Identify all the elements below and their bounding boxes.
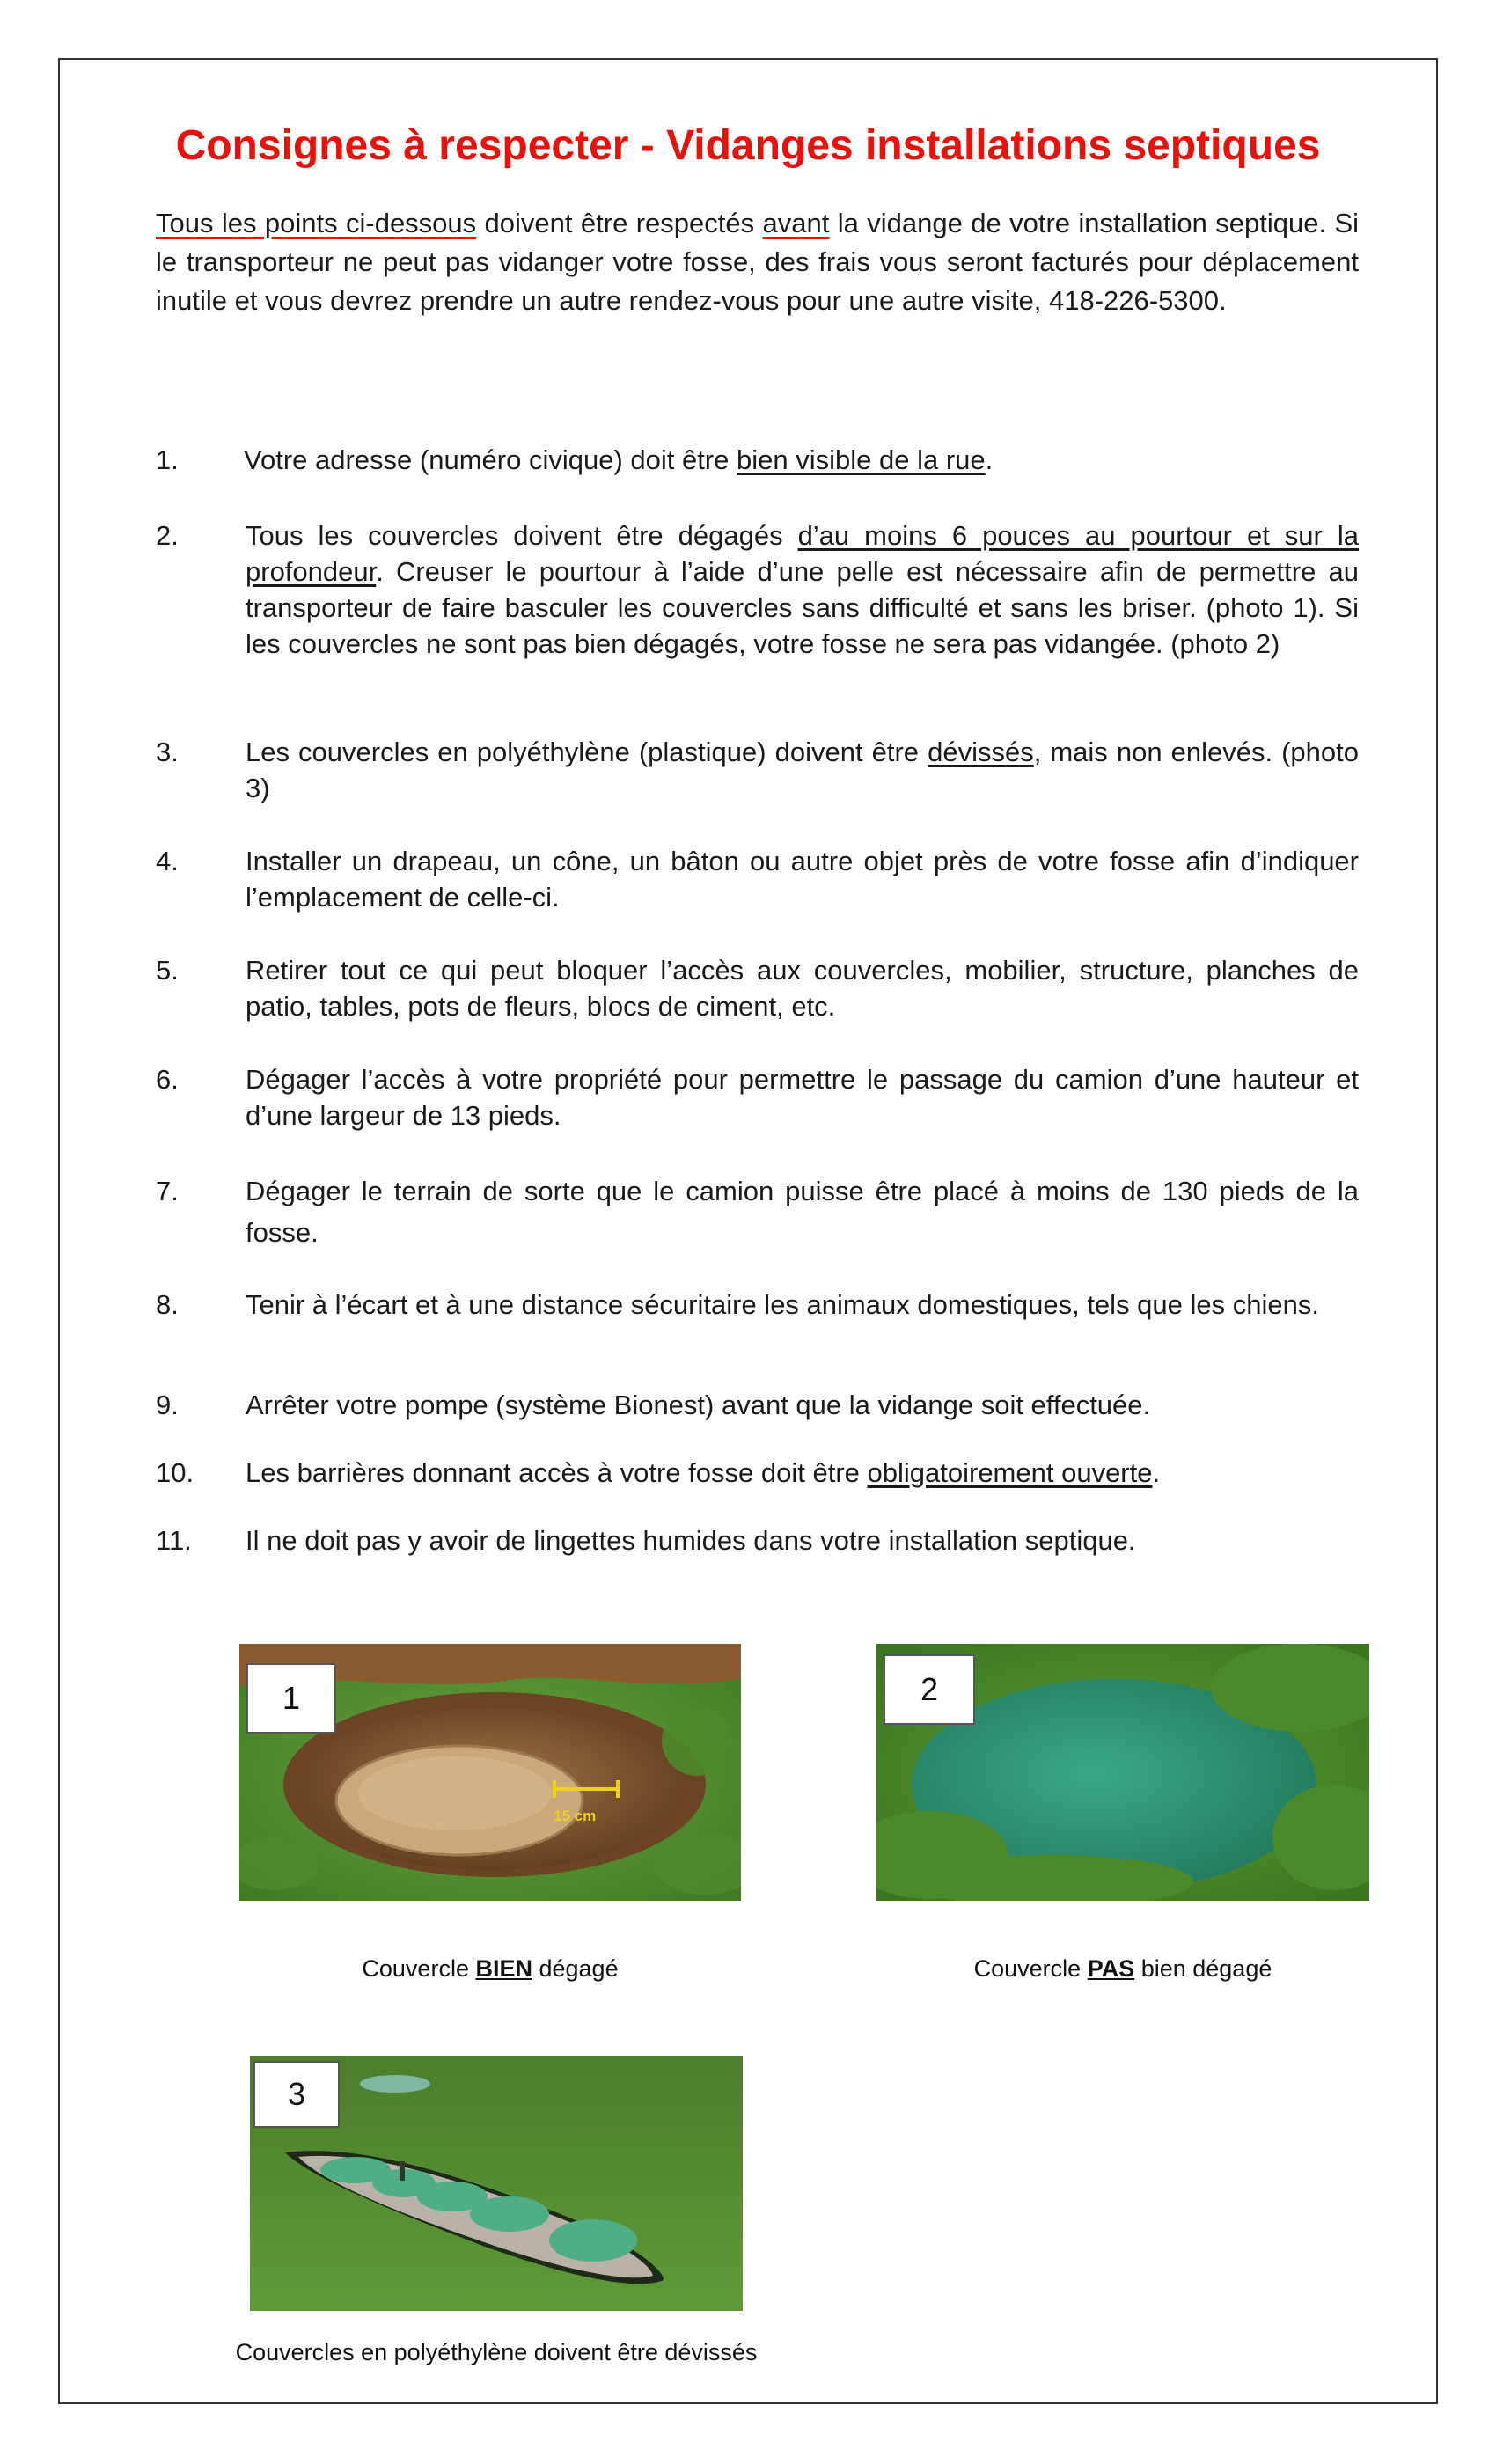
item-number: 9. bbox=[156, 1390, 179, 1420]
instruction-item-8 bbox=[156, 1287, 1359, 1323]
item-text-b: , mais non enlevés. (photo 3) bbox=[246, 737, 1359, 803]
photo-1-caption bbox=[239, 1955, 741, 1983]
instruction-item-11 bbox=[156, 1522, 1359, 1558]
page-title: Consignes à respecter - Vidanges installations septiques bbox=[175, 122, 1321, 169]
intro-text-2: la vidange de votre installation septique. Si le transporteur ne peut pas vidanger votre fosse, des frais vous seront facturés pour déplacement inutile et vous devrez prendre un autre rendez-vous pour une autre visite, 418-226-5300. bbox=[156, 208, 1360, 316]
item-number: 3. bbox=[156, 737, 179, 767]
caption-text: dégagé bbox=[532, 1955, 619, 1982]
instruction-item-5 bbox=[156, 952, 1359, 1024]
item-number: 6. bbox=[156, 1064, 179, 1095]
photo-polyethylene-lids bbox=[250, 2056, 743, 2311]
item-number: 11. bbox=[156, 1525, 192, 1556]
item-number: 4. bbox=[156, 846, 179, 876]
item-text: Tenir à l’écart et à une distance sécuritaire les animaux domestiques, tels que les chiens. bbox=[246, 1289, 1319, 1320]
item-text: Arrêter votre pompe (système Bionest) avant que la vidange soit effectuée. bbox=[246, 1390, 1151, 1420]
photo-3-caption: Couvercles en polyéthylène doivent être dévissés bbox=[235, 2339, 758, 2365]
item-text bbox=[244, 442, 1359, 478]
intro-emphasis-points: Tous les points ci-dessous bbox=[156, 208, 477, 238]
item-text-a: Votre adresse (numéro civique) doit être bbox=[244, 444, 737, 475]
item-text-b: . Creuser le pourtour à l’aide d’une pelle est nécessaire afin de permettre au transporteur de faire basculer les couvercles sans difficulté et sans les briser. (photo 1). Si les couvercles ne sont pas bien dégagés, votre fosse ne sera pas vidangée. (photo 2) bbox=[246, 556, 1359, 659]
caption-text: bien dégagé bbox=[1134, 1955, 1272, 1982]
photo-number-label: 3 bbox=[253, 2061, 340, 2128]
item-text bbox=[246, 1455, 1359, 1491]
intro-paragraph bbox=[156, 204, 1359, 320]
item-number: 5. bbox=[156, 955, 179, 986]
photo-lid-not-cleared bbox=[876, 1644, 1369, 1901]
item-text: Retirer tout ce qui peut bloquer l’accès aux couvercles, mobilier, structure, planches de patio, tables, pots de fleurs, blocs de ciment, etc. bbox=[246, 955, 1359, 1022]
item-text bbox=[246, 517, 1359, 662]
instruction-item-6 bbox=[156, 1061, 1359, 1133]
item-text-underlined: dévissés bbox=[928, 737, 1034, 767]
item-text-a: Les couvercles en polyéthylène (plastique) doivent être bbox=[246, 737, 928, 767]
caption-emphasis: BIEN bbox=[475, 1955, 532, 1982]
item-text bbox=[246, 734, 1359, 806]
measurement-label: 15 cm bbox=[554, 1808, 597, 1824]
item-number: 2. bbox=[156, 520, 179, 551]
item-number: 1. bbox=[156, 444, 179, 475]
photo-2-caption bbox=[876, 1955, 1369, 1983]
item-number: 7. bbox=[156, 1176, 179, 1206]
instruction-item-9 bbox=[156, 1387, 1359, 1423]
item-text-a: Les barrières donnant accès à votre fosse doit être bbox=[246, 1457, 868, 1488]
instruction-item-1 bbox=[156, 442, 1359, 478]
caption-text: Couvercle bbox=[973, 1955, 1088, 1982]
item-text-underlined: bien visible de la rue bbox=[737, 444, 986, 475]
item-number: 10. bbox=[156, 1457, 194, 1488]
item-text-b: . bbox=[985, 444, 994, 475]
instruction-item-10 bbox=[156, 1455, 1359, 1491]
item-text: Il ne doit pas y avoir de lingettes humides dans votre installation septique. bbox=[246, 1525, 1136, 1556]
instruction-item-3 bbox=[156, 734, 1359, 806]
caption-emphasis: PAS bbox=[1087, 1955, 1135, 1982]
item-text-underlined: obligatoirement ouverte bbox=[867, 1457, 1153, 1488]
instruction-item-4 bbox=[156, 843, 1359, 915]
item-text: Dégager l’accès à votre propriété pour permettre le passage du camion d’une hauteur et d’une largeur de 13 pieds. bbox=[246, 1064, 1359, 1131]
instruction-item-2 bbox=[156, 517, 1359, 662]
caption-text: Couvercle bbox=[362, 1955, 476, 1982]
instruction-item-7 bbox=[156, 1170, 1359, 1253]
item-text: Dégager le terrain de sorte que le camion puisse être placé à moins de 130 pieds de la fosse. bbox=[246, 1176, 1359, 1248]
item-text: Installer un drapeau, un cône, un bâton ou autre objet près de votre fosse afin d’indiquer l’emplacement de celle-ci. bbox=[246, 846, 1359, 913]
item-text-a: Tous les couvercles doivent être dégagés bbox=[246, 520, 798, 551]
item-number: 8. bbox=[156, 1289, 179, 1320]
item-text-b: . bbox=[1152, 1457, 1161, 1488]
photo-number-label: 2 bbox=[884, 1654, 975, 1725]
intro-emphasis-avant: avant bbox=[762, 208, 830, 238]
photo-lid-well-cleared bbox=[239, 1644, 741, 1901]
intro-text-1: doivent être respectés bbox=[476, 208, 763, 238]
photo-number-label: 1 bbox=[246, 1663, 336, 1734]
item-text-underlined: d’au moins 6 pouces au pourtour et sur la profondeur bbox=[246, 520, 1359, 587]
